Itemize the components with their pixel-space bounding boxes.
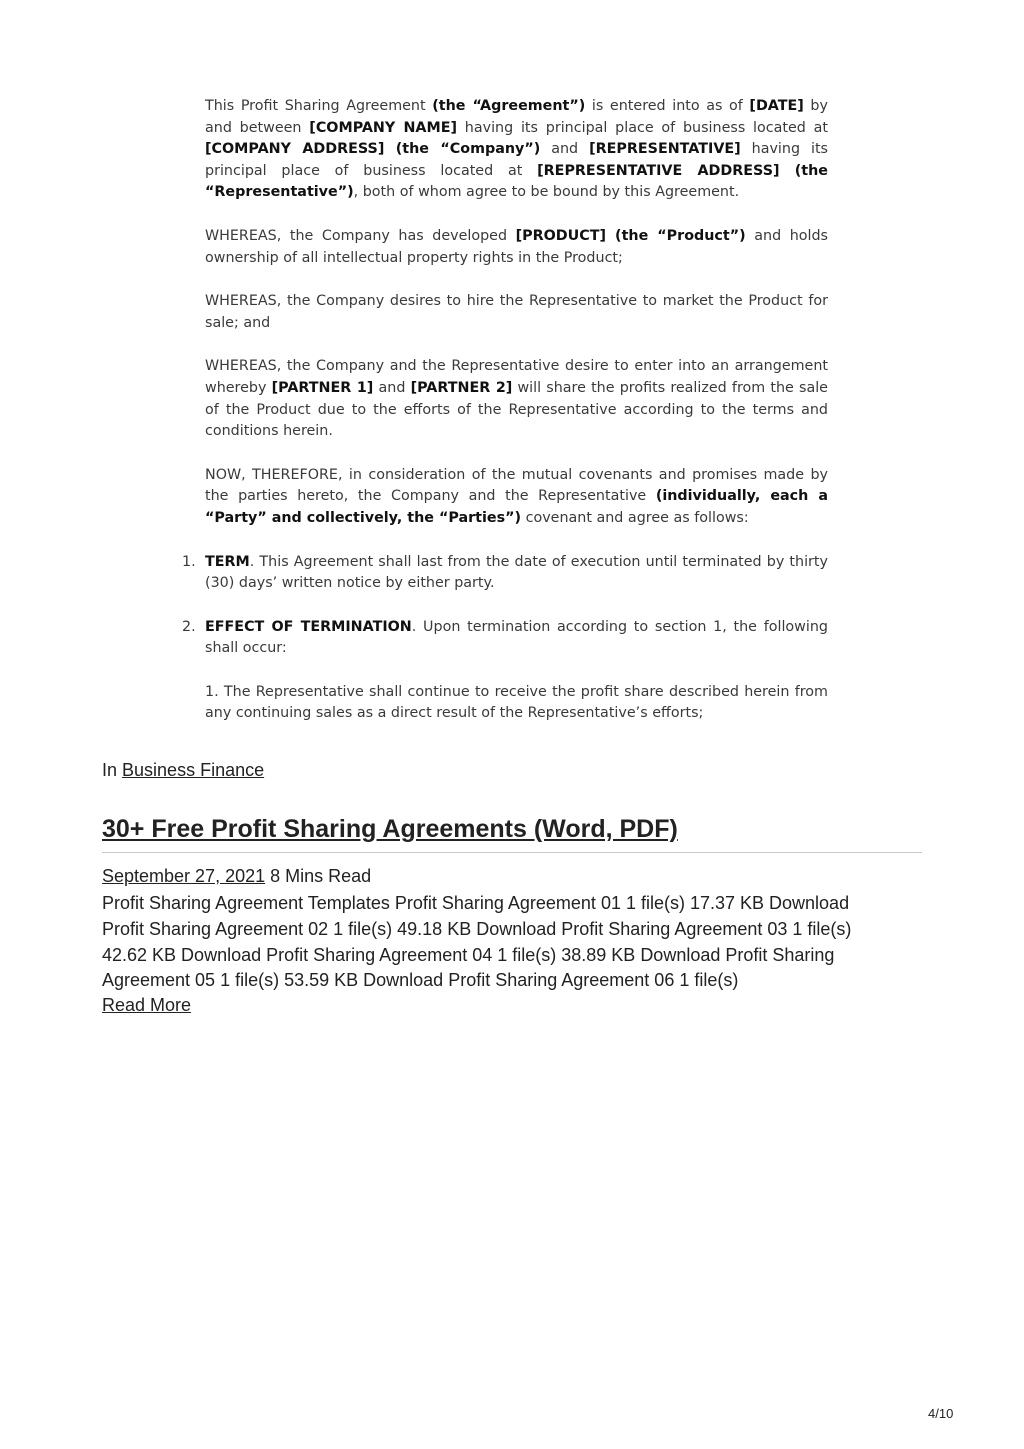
post-category	[102, 760, 264, 781]
term-clause: 1. TERM. This Agreement shall last from the date of execution until terminated by thirty (30) days’ written notice by either party.	[182, 553, 828, 592]
whereas-product-paragraph: WHEREAS, the Company has developed [PRODUCT] (the “Product”) and holds ownership of all intellectual property rights in the Product;	[205, 227, 828, 266]
agreement-intro-paragraph: This Profit Sharing Agreement (the “Agreement”) is entered into as of [DATE] by and between [COMPANY NAME] having its principal place of business located at [COMPANY ADDRESS] (the “Company”) and [REPRESENTATIVE] having its principal place of business located at [REPRESENTATIVE ADDRESS] (the “Representative”), both of whom agree to be bound by this Agreement.	[205, 98, 828, 201]
termination-sub-clause: 1. The Representative shall continue to receive the profit share described herein from any continuing sales as a direct result of the Representative’s efforts;	[205, 683, 828, 722]
category-link[interactable]: Business Finance	[122, 760, 265, 780]
category-prefix: In	[102, 760, 118, 780]
title-divider	[102, 852, 922, 853]
post-meta	[102, 866, 371, 887]
whereas-hire-paragraph: WHEREAS, the Company desires to hire the Representative to market the Product for sale; and	[205, 293, 828, 331]
post-excerpt: Profit Sharing Agreement Templates Profit Sharing Agreement 01 1 file(s) 17.37 KB Download Profit Sharing Agreement 02 1 file(s) 49.18 KB Download Profit Sharing Agreement 03 1 file(s) 42.62 KB Download Profit Sharing Agreement 04 1 file(s) 38.89 KB Download Profit Sharing Agreement 05 1 file(s) 53.59 KB Download Profit Sharing Agreement 06 1 file(s)	[102, 893, 852, 991]
post-title-link[interactable]: 30+ Free Profit Sharing Agreements (Word, PDF)	[102, 815, 678, 843]
read-time: 8 Mins Read	[270, 866, 372, 886]
read-more-link[interactable]: Read More	[102, 995, 192, 1015]
whereas-partners-paragraph: WHEREAS, the Company and the Representative desire to enter into an arrangement whereby [PARTNER 1] and [PARTNER 2] will share the profits realized from the sale of the Product due to the efforts of the Representative according to the terms and conditions herein.	[205, 358, 828, 440]
post-date-link[interactable]: September 27, 2021	[102, 866, 266, 886]
now-therefore-paragraph: NOW, THEREFORE, in consideration of the mutual covenants and promises made by the parties hereto, the Company and the Representative (individually, each a “Party” and collectively, the “Parties”) covenant and agree as follows:	[205, 466, 828, 526]
page-number: 4/10	[928, 1406, 954, 1421]
termination-clause: 2. EFFECT OF TERMINATION. Upon termination according to section 1, the following shall occur:	[182, 618, 828, 657]
agreement-preview-image	[178, 96, 828, 740]
